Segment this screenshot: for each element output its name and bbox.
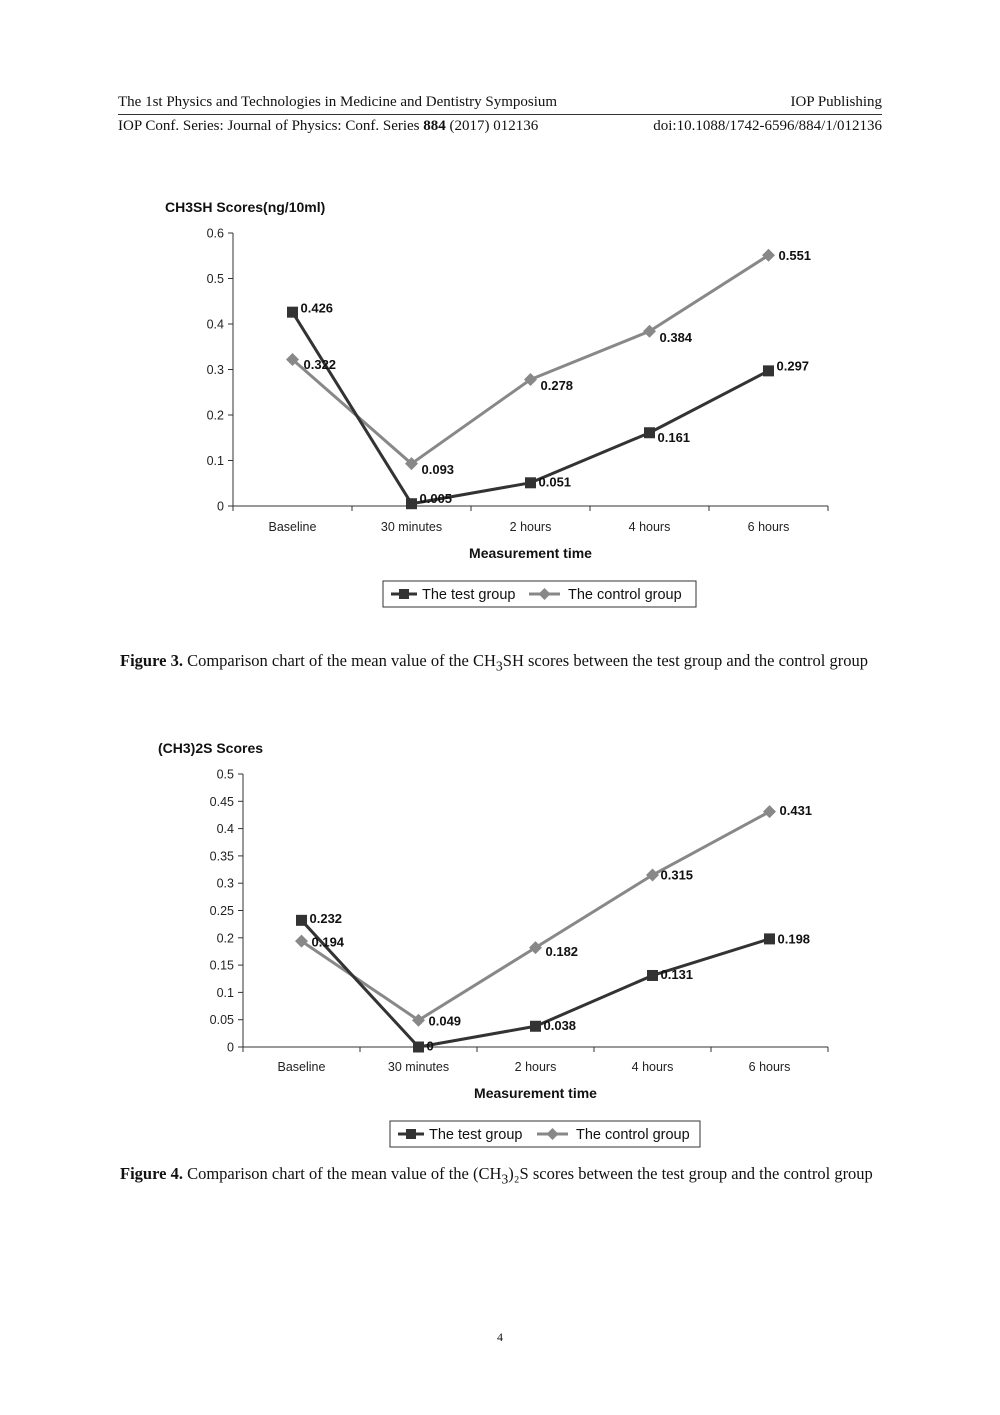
y-tick-label: 0.1 [206,454,224,468]
running-header [118,94,882,115]
test-group-data-label: 0.051 [538,474,572,490]
control-group-data-label: 0.322 [303,356,337,372]
figure-4-caption: Figure 4. Comparison chart of the mean value of the $(CH_3)_2S$ scores between the test group and the control group [120,1164,873,1187]
figure-3-label: Figure 3. [120,651,183,670]
x-tick-label: 2 hours [514,1060,557,1074]
test-group-point [406,498,417,509]
x-axis-title: Measurement time [474,1085,597,1101]
x-tick-label: 6 hours [747,520,790,534]
test-group-data-label: 0.161 [657,430,691,446]
test-group-data-label: 0.038 [543,1017,577,1033]
figure-4-label: Figure 4. [120,1164,183,1183]
test-group-point [647,970,658,981]
y-tick-label: 0.45 [209,794,234,809]
control-group-data-label: 0.431 [779,803,813,819]
x-tick-label: 30 minutes [380,520,443,534]
series-line [118,118,882,135]
control-group-line [302,812,770,1021]
control-group-data-label: 0.049 [428,1013,462,1029]
volume-number: 884 [423,118,446,134]
test-group-point [287,307,298,318]
y-tick-label: 0.5 [216,767,234,782]
x-tick-label: 30 minutes [387,1060,450,1074]
y-tick-label: 0.35 [209,849,234,864]
y-tick-label: 0.15 [209,958,234,973]
control-group-data-label: 0.194 [311,934,345,950]
test-group-point [413,1042,424,1053]
x-tick-label: Baseline [277,1060,326,1074]
doi-text: doi:10.1088/1742-6596/884/1/012136 [653,118,882,134]
ch3sh-line-chart [0,185,1000,615]
y-tick-label: 0 [217,499,224,514]
publisher-name: IOP Publishing [790,94,882,110]
test-group-point [530,1021,541,1032]
x-axis-title: Measurement time [469,545,592,561]
test-group-data-label: 0.198 [777,931,811,947]
conference-title: The 1st Physics and Technologies in Medicine and Dentistry Symposium [118,94,558,110]
y-tick-label: 0.05 [209,1013,234,1028]
control-group-data-label: 0.315 [660,867,694,883]
series-citation: IOP Conf. Series: Journal of Physics: Conf. Series 884 (2017) 012136 [118,118,539,134]
control-group-data-label: 0.093 [421,462,455,478]
test-group-data-label: 0.426 [300,300,334,316]
legend-test-marker [406,1129,416,1139]
test-group-data-label: 0.232 [309,910,343,926]
control-group-data-label: 0.551 [778,247,812,263]
test-group-data-label: 0.297 [776,358,810,374]
test-group-data-label: 0 [426,1038,434,1054]
test-group-point [525,477,536,488]
x-tick-label: 4 hours [628,520,671,534]
x-tick-label: 6 hours [748,1060,791,1074]
y-tick-label: 0.2 [216,931,234,946]
control-group-data-label: 0.384 [659,329,693,345]
y-tick-label: 0 [227,1040,234,1055]
y-tick-label: 0.2 [206,408,224,423]
legend-test-label: The test group [429,1127,523,1143]
y-tick-label: 0.4 [216,822,234,837]
test-group-data-label: 0.131 [660,966,694,982]
y-tick-label: 0.1 [216,985,234,1000]
legend-test-marker [399,589,409,599]
control-group-data-label: 0.182 [545,944,579,960]
y-tick-label: 0.6 [206,226,224,241]
chart-title: CH3SH Scores(ng/10ml) [165,199,326,215]
test-group-point [296,915,307,926]
y-tick-label: 0.5 [206,272,224,286]
test-group-point [644,427,655,438]
test-group-line [293,312,769,507]
control-group-data-label: 0.278 [540,378,574,394]
x-tick-label: 4 hours [631,1060,674,1074]
y-tick-label: 0.4 [206,317,224,332]
x-tick-label: Baseline [268,520,317,534]
y-tick-label: 0.3 [216,876,234,891]
control-group-line [293,255,769,463]
page-number: 4 [497,1330,503,1344]
ch3-2s-line-chart [0,725,1000,1155]
control-group-point [763,805,776,818]
legend-test-label: The test group [422,587,516,603]
chart-title: (CH3)2S Scores [158,740,264,756]
test-group-point [764,933,775,944]
y-tick-label: 0.25 [209,904,234,918]
test-group-data-label: 0.005 [419,491,453,507]
legend-control-label: The control group [576,1127,690,1143]
legend-control-label: The control group [568,587,682,603]
y-tick-label: 0.3 [206,363,224,377]
test-group-point [763,365,774,376]
x-tick-label: 2 hours [509,520,552,534]
figure-3-caption: Figure 3. Comparison chart of the mean value of the $CH_3SH$ scores between the test group and the control group [120,651,868,674]
